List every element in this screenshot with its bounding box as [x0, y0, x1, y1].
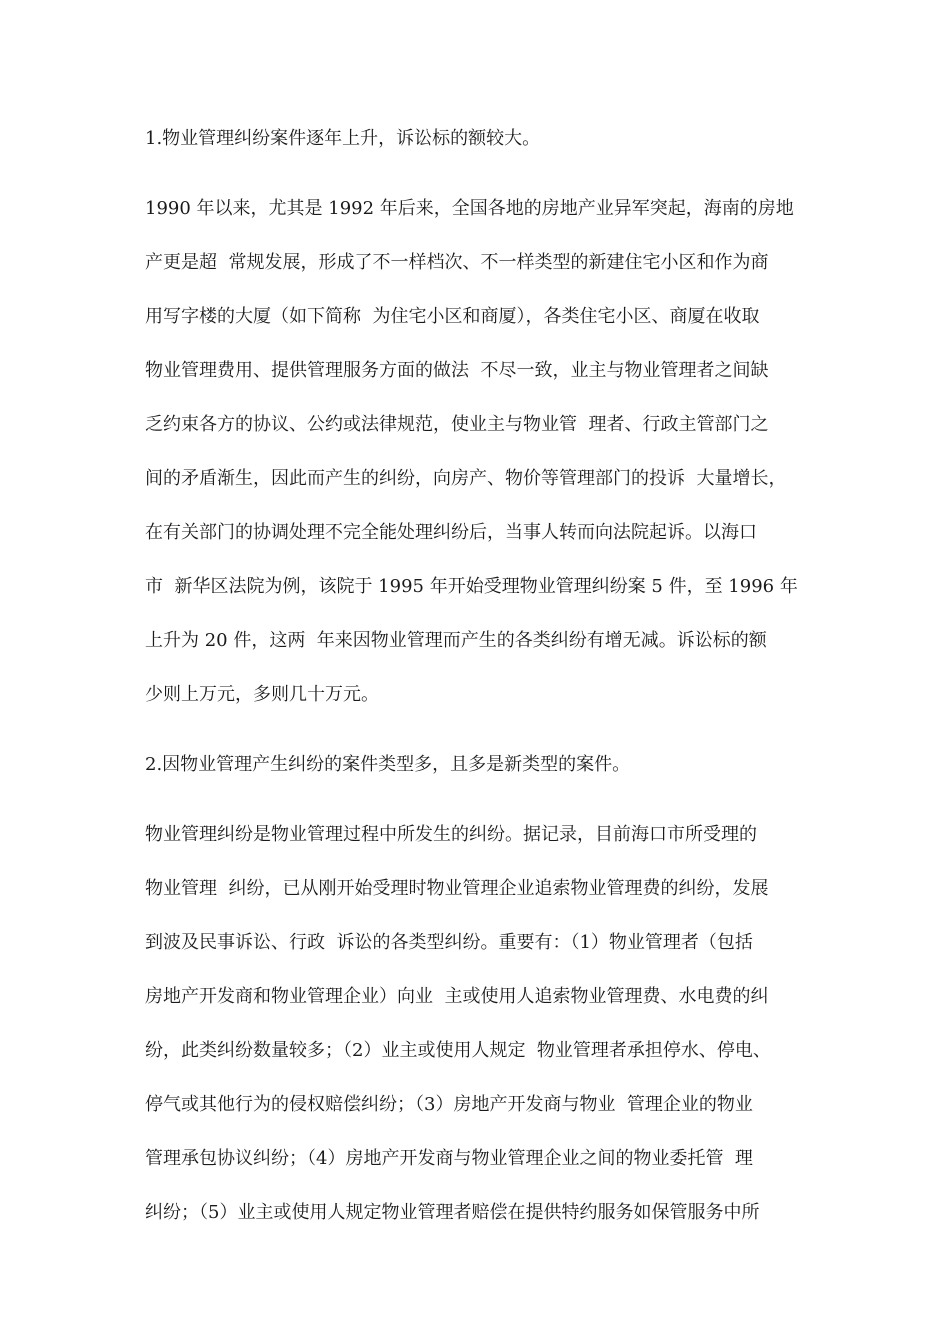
paragraph-2-line-6: 停气或其他行为的侵权赔偿纠纷；（3）房地产开发商与物业 管理企业的物业	[145, 1094, 753, 1115]
paragraph-2-line-3: 到波及民事诉讼、行政 诉讼的各类型纠纷。重要有：（1）物业管理者（包括	[145, 932, 753, 953]
paragraph-2-line-2: 物业管理 纠纷，已从刚开始受理时物业管理企业追索物业管理费的纠纷，发展	[145, 878, 769, 899]
section-heading-2: 2.因物业管理产生纠纷的案件类型多，且多是新类型的案件。	[145, 754, 631, 775]
paragraph-1-line-6: 间的矛盾渐生，因此而产生的纠纷，向房产、物价等管理部门的投诉 大量增长，	[145, 468, 787, 489]
section-heading-1: 1.物业管理纠纷案件逐年上升，诉讼标的额较大。	[145, 128, 541, 149]
paragraph-1-line-8: 市 新华区法院为例，该院于 1995 年开始受理物业管理纠纷案 5 件，至 1996 年	[145, 576, 798, 597]
paragraph-1-line-5: 乏约束各方的协议、公约或法律规范，使业主与物业管 理者、行政主管部门之	[145, 414, 769, 435]
paragraph-1-line-9: 上升为 20 件，这两 年来因物业管理而产生的各类纠纷有增无减。诉讼标的额	[145, 630, 767, 651]
paragraph-1-line-7: 在有关部门的协调处理不完全能处理纠纷后，当事人转而向法院起诉。以海口	[145, 522, 757, 543]
paragraph-1-line-10: 少则上万元，多则几十万元。	[145, 684, 379, 705]
paragraph-1-line-2: 产更是超 常规发展，形成了不一样档次、不一样类型的新建住宅小区和作为商	[145, 252, 769, 273]
paragraph-1-line-3: 用写字楼的大厦（如下简称 为住宅小区和商厦），各类住宅小区、商厦在收取	[145, 306, 760, 327]
paragraph-1-line-1: 1990 年以来，尤其是 1992 年后来，全国各地的房地产业异军突起，海南的房地	[145, 198, 794, 219]
paragraph-1-line-4: 物业管理费用、提供管理服务方面的做法 不尽一致，业主与物业管理者之间缺	[145, 360, 769, 381]
paragraph-2-line-8: 纠纷；（5）业主或使用人规定物业管理者赔偿在提供特约服务如保管服务中所	[145, 1202, 760, 1223]
paragraph-2-line-1: 物业管理纠纷是物业管理过程中所发生的纠纷。据记录，目前海口市所受理的	[145, 824, 757, 845]
paragraph-2-line-7: 管理承包协议纠纷；（4）房地产开发商与物业管理企业之间的物业委托管 理	[145, 1148, 753, 1169]
paragraph-2-line-4: 房地产开发商和物业管理企业）向业 主或使用人追索物业管理费、水电费的纠	[145, 986, 769, 1007]
paragraph-2-line-5: 纷，此类纠纷数量较多；（2）业主或使用人规定 物业管理者承担停水、停电、	[145, 1040, 771, 1061]
